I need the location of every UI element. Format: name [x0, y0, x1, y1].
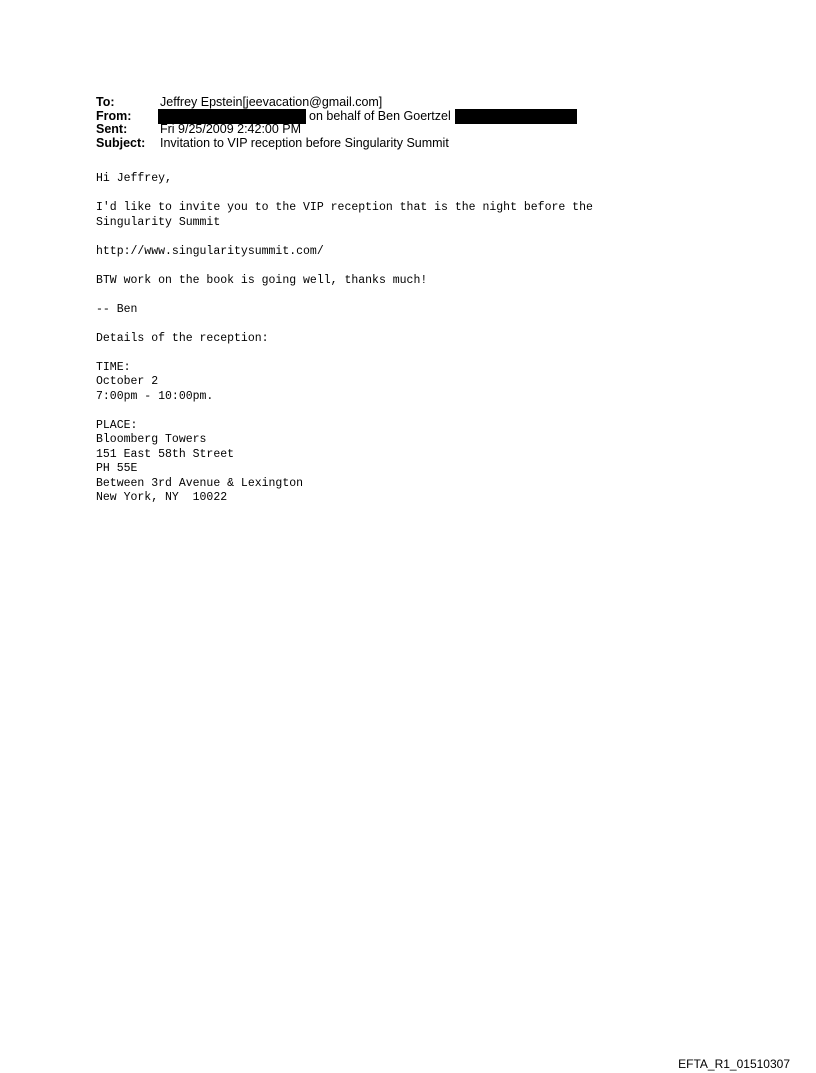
- from-label: From:: [96, 108, 132, 123]
- place-block: [96, 419, 696, 506]
- to-row: [96, 96, 577, 110]
- email-body: [96, 172, 696, 520]
- summit-url: http://www.singularitysummit.com/: [96, 244, 324, 258]
- greeting: [96, 172, 696, 187]
- from-value: on behalf of Ben Goertzel: [309, 108, 451, 123]
- time-date: October 2: [96, 375, 159, 388]
- to-label: To:: [96, 95, 115, 109]
- details-heading-text: Details of the reception:: [96, 331, 269, 345]
- invite-line: Singularity Summit: [96, 215, 221, 229]
- signoff-text: -- Ben: [96, 302, 138, 316]
- subject-row: [96, 137, 577, 151]
- redaction-box: [455, 109, 577, 124]
- place-line: 151 East 58th Street: [96, 447, 235, 461]
- place-label: PLACE:: [96, 418, 138, 432]
- url-paragraph: [96, 245, 696, 260]
- subject-label: Subject:: [96, 135, 146, 150]
- details-heading: [96, 332, 696, 347]
- document-id: EFTA_R1_01510307: [678, 1057, 790, 1071]
- greeting-text: Hi Jeffrey,: [96, 172, 172, 185]
- time-range: 7:00pm - 10:00pm.: [96, 389, 214, 403]
- sent-value: Fri 9/25/2009 2:42:00 PM: [160, 122, 302, 136]
- invite-paragraph: [96, 201, 696, 230]
- subject-value: Invitation to VIP reception before Singularity Summit: [160, 135, 449, 150]
- place-line: Between 3rd Avenue & Lexington: [96, 476, 304, 490]
- from-row: [96, 110, 577, 124]
- place-line: New York, NY 10022: [96, 491, 228, 504]
- time-label: TIME:: [96, 360, 131, 374]
- email-header: [96, 96, 577, 150]
- sent-label: Sent:: [96, 122, 128, 136]
- signoff: [96, 303, 696, 318]
- btw-paragraph: [96, 274, 696, 289]
- btw-text: BTW work on the book is going well, thanks much!: [96, 273, 428, 287]
- invite-line: I'd like to invite you to the VIP reception that is the night before the: [96, 201, 593, 214]
- time-block: [96, 361, 696, 405]
- to-value: Jeffrey Epstein[jeevacation@gmail.com]: [160, 95, 383, 109]
- place-line: PH 55E: [96, 462, 138, 475]
- sent-row: [96, 123, 577, 137]
- place-line: Bloomberg Towers: [96, 433, 207, 446]
